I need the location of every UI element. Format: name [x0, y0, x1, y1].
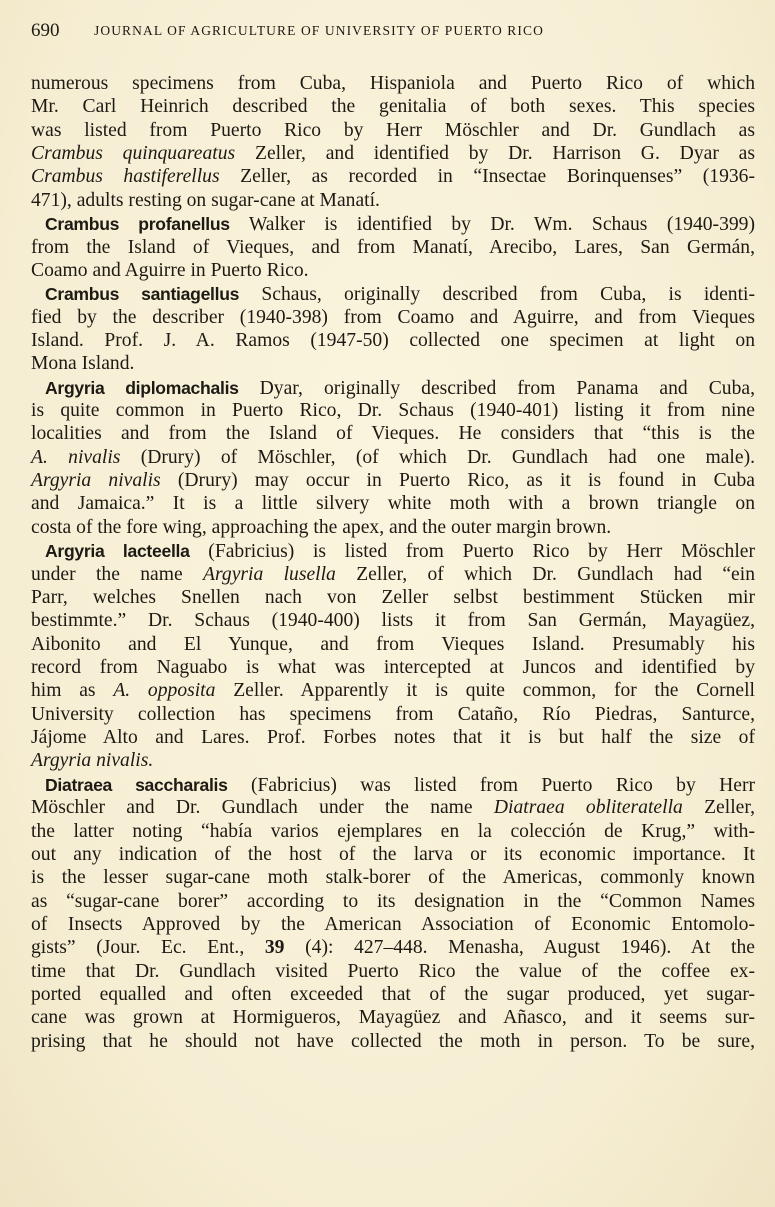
text-segment: as “sugar-cane borer” according to its designation in the “Common Names [31, 890, 755, 912]
text-segment: Zeller, [682, 797, 755, 819]
running-header [31, 20, 755, 42]
text-segment: ported equalled and often exceeded that of the sugar produced, yet sugar- [31, 984, 755, 1006]
text-line [31, 72, 755, 96]
text-line [31, 796, 755, 820]
text-segment: him as [31, 680, 114, 702]
text-line [31, 492, 755, 516]
text-line [31, 306, 755, 330]
text-segment: 39 [264, 937, 285, 959]
text-line [31, 890, 755, 914]
italic-name: Crambus hastiferellus [31, 166, 220, 188]
text-segment: Mona Island. [31, 353, 135, 375]
text-segment: under the name [31, 563, 204, 585]
text-segment: record from Naguabo is what was intercepted at Juncos and identified by [31, 657, 755, 678]
text-line [31, 329, 755, 353]
text-line [31, 119, 755, 143]
text-segment: Schaus, originally described from Cuba, is identi- [239, 284, 755, 306]
italic-name: Argyria lusella [203, 563, 336, 585]
text-line [45, 282, 755, 306]
text-line [31, 1006, 755, 1030]
text-segment: 471), adults resting on sugar-cane at Manatí. [31, 189, 380, 211]
text-segment: and Jamaica.” It is a little silvery white moth with a brown triangle on [31, 493, 755, 515]
text-line [45, 539, 755, 563]
text-line [31, 469, 755, 493]
italic-name: Argyria nivalis. [31, 750, 154, 772]
text-line [31, 656, 755, 680]
text-segment: (Fabricius) was listed from Puerto Rico by Herr [227, 774, 755, 796]
text-segment: from the Island of Vieques, and from Manatí, Arecibo, Lares, San Germán, [31, 236, 755, 258]
species-name: Crambus profanellus [45, 214, 230, 235]
text-line [31, 820, 755, 844]
text-segment: Coamo and Aguirre in Puerto Rico. [31, 259, 309, 281]
text-line [31, 586, 755, 610]
text-segment: the latter noting “había varios ejemplares en la colección de Krug,” with- [31, 820, 755, 842]
text-segment: gists” (Jour. Ec. Ent., [31, 937, 265, 959]
italic-name: Crambus quinquareatus [31, 143, 236, 165]
text-line [31, 679, 755, 703]
text-segment: out any indication of the host of the larva or its economic importance. It [31, 843, 755, 865]
text-segment: (Drury) of Möschler, (of which Dr. Gundlach had one male). [120, 446, 756, 468]
text-line [31, 142, 755, 166]
text-segment: Walker is identified by Dr. Wm. Schaus (1940-399) [229, 214, 755, 236]
text-line [31, 399, 755, 423]
text-line [31, 749, 755, 773]
text-line [31, 936, 755, 960]
text-line [31, 913, 755, 937]
text-line [31, 563, 755, 587]
text-segment: Zeller, of which Dr. Gundlach had “ein [335, 563, 755, 585]
text-segment: Dyar, originally described from Panama and Cuba, [238, 377, 755, 399]
text-segment: Zeller, as recorded in “Insectae Borinquenses” (1936- [219, 166, 755, 188]
italic-name: Argyria nivalis [31, 470, 161, 492]
text-line [31, 609, 755, 633]
italic-name: A. opposita [113, 680, 216, 702]
text-segment: was listed from Puerto Rico by Herr Möschler and Dr. Gundlach as [31, 119, 755, 141]
text-line [31, 1030, 755, 1054]
text-segment: bestimmte.” Dr. Schaus (1940-400) lists it from San Germán, Mayagüez, [31, 610, 755, 632]
text-segment: fied by the describer (1940-398) from Coamo and Aguirre, and from Vieques [31, 306, 755, 328]
species-name: Argyria diplomachalis [45, 377, 239, 398]
text-segment: costa of the fore wing, approaching the apex, and the outer margin brown. [31, 516, 612, 538]
page-number: 690 [31, 20, 60, 41]
text-line [45, 376, 755, 400]
text-line [31, 189, 755, 213]
text-line [31, 866, 755, 890]
text-segment: (Fabricius) is listed from Puerto Rico by Herr Möschler [189, 541, 755, 563]
text-segment: Aibonito and El Yunque, and from Vieques Island. Presumably his [31, 633, 755, 655]
italic-name: Diatraea obliteratella [493, 797, 683, 819]
text-line [31, 236, 755, 260]
text-segment: time that Dr. Gundlach visited Puerto Rico the value of the coffee ex- [31, 960, 755, 982]
text-line [31, 726, 755, 750]
text-line [31, 95, 755, 119]
text-line [31, 703, 755, 727]
text-segment: cane was grown at Hormigueros, Mayagüez and Añasco, and it seems sur- [31, 1007, 755, 1029]
text-segment: prising that he should not have collected the moth in person. To be sure, [31, 1030, 755, 1052]
text-line [31, 516, 755, 540]
text-line [31, 165, 755, 189]
text-line [45, 212, 755, 236]
text-segment: Jájome Alto and Lares. Prof. Forbes notes that it is but half the size of [31, 727, 755, 749]
text-segment: Zeller, and identified by Dr. Harrison G. Dyar as [235, 143, 755, 165]
text-segment: of Insects Approved by the American Association of Economic Entomolo- [31, 913, 755, 935]
text-line [31, 960, 755, 984]
text-line [31, 633, 755, 657]
text-segment: Zeller. Apparently it is quite common, for the Cornell [215, 680, 755, 702]
text-segment: Parr, welches Snellen nach von Zeller selbst bestimment Stücken mir [31, 586, 755, 608]
text-line [45, 773, 755, 797]
text-segment: (4): 427–448. Menasha, August 1946). At the [284, 937, 755, 959]
species-name: Diatraea saccharalis [45, 774, 228, 795]
text-segment: (Drury) may occur in Puerto Rico, as it is found in Cuba [160, 470, 755, 492]
text-segment: is quite common in Puerto Rico, Dr. Schaus (1940-401) listing it from nine [31, 400, 755, 422]
species-name: Crambus santiagellus [45, 284, 240, 305]
text-line [31, 259, 755, 283]
text-segment: Möschler and Dr. Gundlach under the name [31, 797, 494, 819]
text-segment: Mr. Carl Heinrich described the genitalia of both sexes. This species [31, 96, 755, 118]
text-segment: Island. Prof. J. A. Ramos (1947-50) collected one specimen at light on [31, 329, 755, 351]
text-line [31, 422, 755, 446]
text-line [31, 352, 755, 376]
text-segment: numerous specimens from Cuba, Hispaniola and Puerto Rico of which [31, 73, 755, 94]
italic-name: A. nivalis [31, 446, 121, 468]
journal-title: JOURNAL OF AGRICULTURE OF UNIVERSITY OF PUERTO RICO [94, 23, 544, 38]
text-segment: is the lesser sugar-cane moth stalk-borer of the Americas, commonly known [31, 867, 755, 889]
text-line [31, 446, 755, 470]
text-segment: University collection has specimens from Cataño, Río Piedras, Santurce, [31, 703, 755, 725]
species-name: Argyria lacteella [45, 541, 190, 562]
text-line [31, 983, 755, 1007]
text-segment: localities and from the Island of Vieques. He considers that “this is the [31, 423, 755, 445]
text-line [31, 843, 755, 867]
